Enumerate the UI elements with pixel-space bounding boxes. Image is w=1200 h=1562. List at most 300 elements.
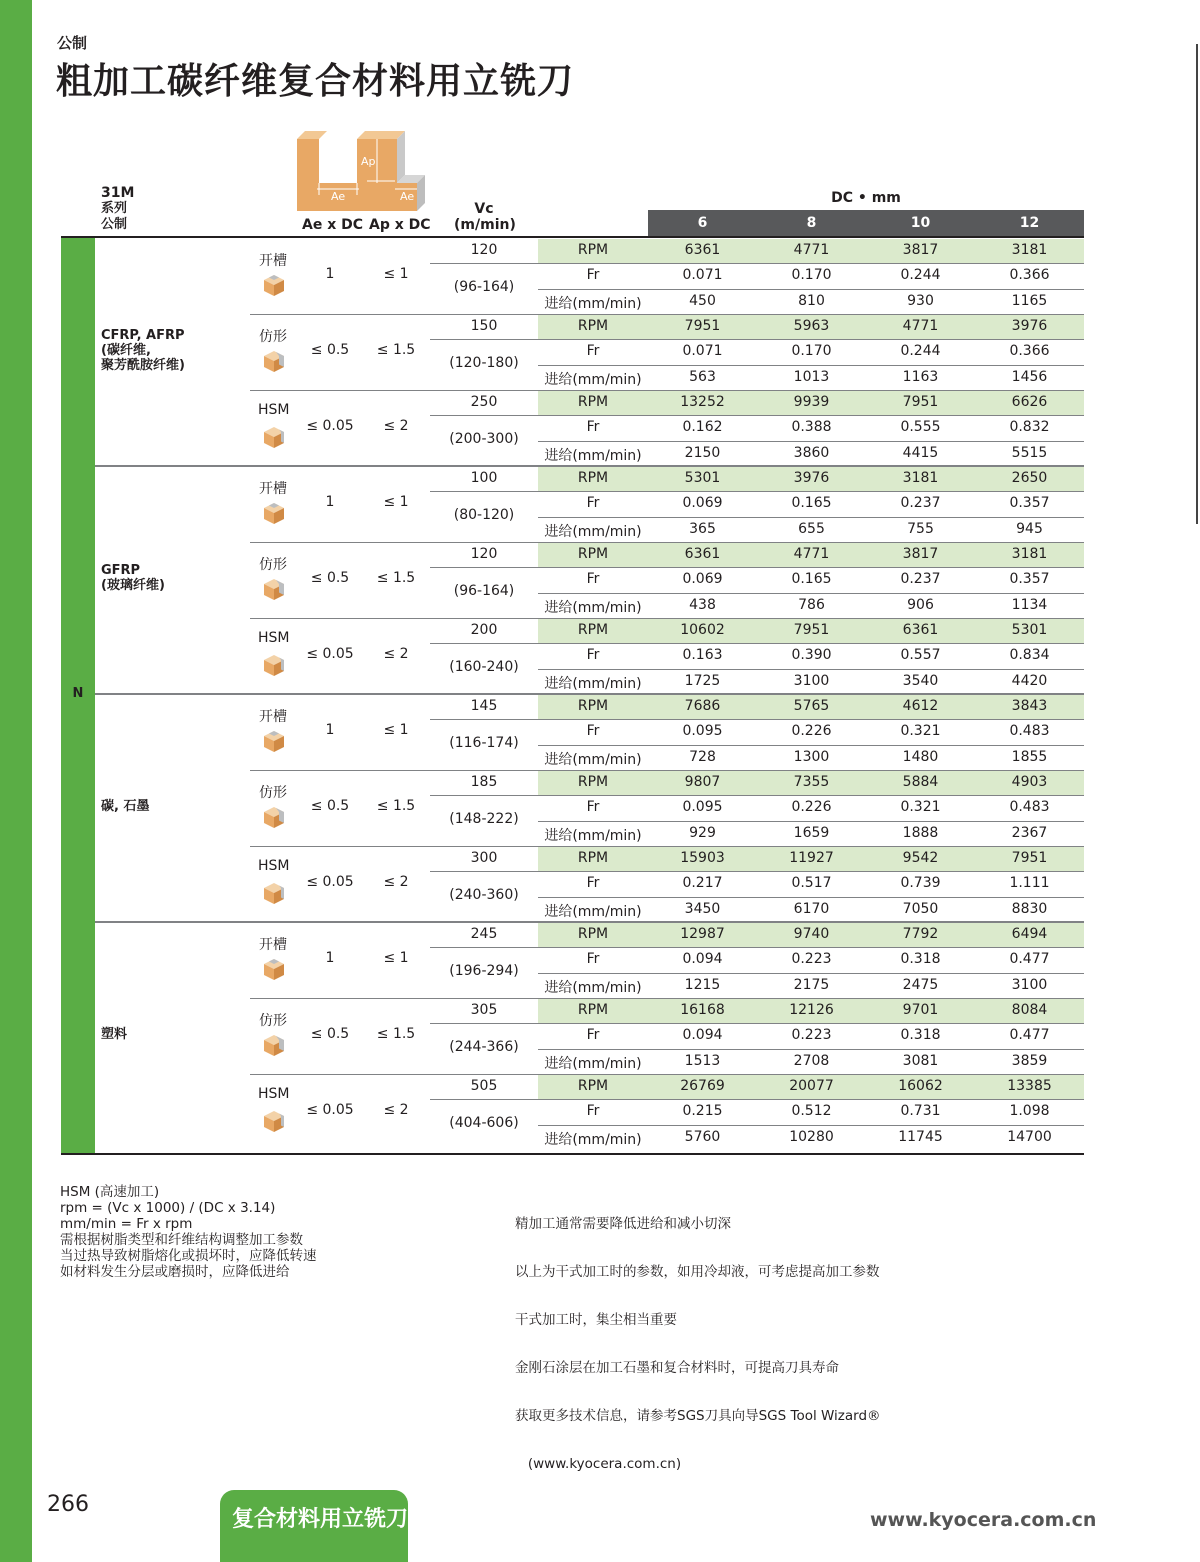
row-divider — [430, 1023, 1084, 1024]
table-cell-rpm: 11927 — [789, 850, 834, 866]
footer-url: www.kyocera.com.cn — [870, 1509, 1097, 1531]
note-line: 需根据树脂类型和纤维结构调整加工参数 — [60, 1232, 303, 1248]
param-label-fr: Fr — [586, 723, 600, 740]
vc-range: (404-606) — [449, 1115, 519, 1131]
diagram-ae-right-label: Ae — [400, 190, 415, 203]
param-label-rpm: RPM — [577, 470, 609, 486]
row-divider — [430, 491, 1084, 492]
row-divider — [430, 719, 1084, 720]
table-cell-feed: 14700 — [1007, 1128, 1052, 1145]
ae-value: ≤ 0.05 — [306, 418, 354, 434]
param-label-rpm: RPM — [577, 850, 609, 866]
page-subtitle: 公制 — [57, 34, 88, 52]
table-cell-feed: 1659 — [793, 824, 830, 841]
table-cell-fr: 0.357 — [1009, 495, 1050, 512]
param-label-rpm: RPM — [577, 622, 609, 638]
operation-label: 仿形 — [259, 1013, 287, 1029]
note-line: HSM (高速加工) — [60, 1184, 160, 1200]
table-cell-feed: 2175 — [793, 976, 830, 993]
table-cell-fr: 0.318 — [900, 1027, 941, 1044]
table-cell-fr: 0.094 — [682, 1027, 723, 1044]
ae-value: ≤ 0.05 — [306, 1102, 354, 1118]
series-code: 31M — [101, 185, 135, 201]
table-cell-rpm: 15903 — [680, 850, 725, 866]
table-cell-feed: 3540 — [902, 672, 939, 689]
table-cell-rpm: 5301 — [684, 470, 721, 486]
table-cell-feed: 7050 — [902, 900, 939, 917]
table-cell-fr: 0.237 — [900, 495, 941, 512]
table-cell-fr: 0.215 — [682, 1103, 723, 1120]
table-cell-fr: 0.517 — [791, 875, 832, 892]
table-cell-rpm: 2650 — [1011, 470, 1048, 486]
param-label-fr: Fr — [586, 799, 600, 816]
table-cell-fr: 0.170 — [791, 267, 832, 284]
ae-value: 1 — [325, 266, 335, 282]
param-label-feed: 进给(mm/min) — [544, 447, 642, 464]
param-label-feed: 进给(mm/min) — [544, 751, 642, 768]
table-cell-feed: 3450 — [684, 900, 721, 917]
table-cell-feed: 365 — [689, 520, 716, 537]
table-cell-fr: 0.483 — [1009, 799, 1050, 816]
table-cell-fr: 0.226 — [791, 799, 832, 816]
table-cell-feed: 728 — [689, 748, 716, 765]
param-label-feed: 进给(mm/min) — [544, 903, 642, 920]
ae-value: 1 — [325, 950, 335, 966]
footer-section-label: 复合材料用立铣刀 — [232, 1507, 409, 1532]
col-header-vc — [454, 201, 514, 233]
material-label-line: (玻璃纤维) — [101, 578, 165, 593]
table-cell-fr: 0.165 — [791, 571, 832, 588]
table-cell-fr: 0.223 — [791, 1027, 832, 1044]
note-line: rpm = (Vc x 1000) / (DC x 3.14) — [60, 1200, 276, 1216]
notes-right — [515, 1184, 881, 1488]
slotting-icon — [261, 272, 287, 302]
header-rule — [61, 236, 1084, 238]
table-cell-fr: 0.832 — [1009, 419, 1050, 436]
table-cell-rpm: 5884 — [902, 774, 939, 790]
table-cell-feed: 10280 — [789, 1128, 834, 1145]
ae-value: 1 — [325, 722, 335, 738]
table-cell-feed: 2475 — [902, 976, 939, 993]
table-cell-feed: 945 — [1016, 520, 1043, 537]
operation-label: 仿形 — [259, 329, 287, 345]
table-cell-feed: 8830 — [1011, 900, 1048, 917]
row-divider — [538, 1125, 1084, 1126]
operation-label: HSM — [258, 858, 290, 874]
table-cell-rpm: 4612 — [902, 698, 939, 714]
material-label — [101, 1027, 127, 1042]
table-cell-rpm: 8084 — [1011, 1002, 1048, 1018]
table-cell-rpm: 3817 — [902, 242, 939, 258]
note-line: 当过热导致树脂熔化或损坏时，应降低转速 — [60, 1248, 317, 1264]
ap-value: ≤ 2 — [383, 646, 409, 662]
row-divider — [430, 947, 1084, 948]
table-cell-feed: 3100 — [1011, 976, 1048, 993]
row-divider — [538, 897, 1084, 898]
table-cell-feed: 1480 — [902, 748, 939, 765]
profiling-icon — [261, 576, 287, 606]
param-label-fr: Fr — [586, 571, 600, 588]
param-label-rpm: RPM — [577, 1002, 609, 1018]
table-cell-feed: 3100 — [793, 672, 830, 689]
table-cell-fr: 0.071 — [682, 267, 723, 284]
operation-label: 仿形 — [259, 557, 287, 573]
param-label-rpm: RPM — [577, 242, 609, 258]
operation-label: 开槽 — [259, 481, 287, 497]
note-line: 如材料发生分层或磨损时，应降低进给 — [60, 1264, 290, 1280]
row-divider — [538, 745, 1084, 746]
table-cell-feed: 2708 — [793, 1052, 830, 1069]
vc-value: 505 — [470, 1078, 498, 1094]
table-cell-feed: 2367 — [1011, 824, 1048, 841]
ae-value: ≤ 0.05 — [306, 646, 354, 662]
table-cell-fr: 0.163 — [682, 647, 723, 664]
profiling-icon — [261, 804, 287, 834]
table-cell-fr: 0.217 — [682, 875, 723, 892]
vc-value: 120 — [470, 242, 498, 258]
table-cell-rpm: 9701 — [902, 1002, 939, 1018]
table-cell-feed: 5760 — [684, 1128, 721, 1145]
note-line: 精加工通常需要降低进给和减小切深 — [515, 1216, 731, 1232]
table-cell-rpm: 3843 — [1011, 698, 1048, 714]
table-cell-feed: 1165 — [1011, 292, 1048, 309]
vc-value: 145 — [470, 698, 498, 714]
note-line: 以上为干式加工时的参数，如用冷却液，可考虑提高加工参数 — [515, 1264, 880, 1280]
hsm-icon — [261, 880, 287, 910]
operation-label: 开槽 — [259, 253, 287, 269]
vc-value: 100 — [470, 470, 498, 486]
param-label-fr: Fr — [586, 1103, 600, 1120]
table-cell-fr: 0.095 — [682, 723, 723, 740]
param-label-feed: 进给(mm/min) — [544, 1055, 642, 1072]
vc-value: 245 — [470, 926, 498, 942]
table-cell-fr: 0.388 — [791, 419, 832, 436]
table-cell-feed: 1725 — [684, 672, 721, 689]
param-label-rpm: RPM — [577, 1078, 609, 1094]
vc-range: (80-120) — [453, 507, 515, 523]
table-cell-rpm: 3976 — [1011, 318, 1048, 334]
row-divider — [538, 973, 1084, 974]
left-green-margin — [0, 0, 32, 1562]
note-line: (www.kyocera.com.cn) — [515, 1456, 682, 1472]
page-number: 266 — [47, 1492, 89, 1517]
vc-range: (160-240) — [449, 659, 519, 675]
table-cell-fr: 0.244 — [900, 267, 941, 284]
profiling-icon — [261, 348, 287, 378]
table-cell-rpm: 7951 — [902, 394, 939, 410]
vc-range: (196-294) — [449, 963, 519, 979]
table-cell-feed: 755 — [907, 520, 934, 537]
ap-value: ≤ 2 — [383, 1102, 409, 1118]
param-label-feed: 进给(mm/min) — [544, 599, 642, 616]
row-divider — [538, 593, 1084, 594]
table-cell-fr: 0.477 — [1009, 951, 1050, 968]
col-header-dc: DC • mm — [831, 190, 901, 206]
table-cell-fr: 0.321 — [900, 723, 941, 740]
table-cell-feed: 3081 — [902, 1052, 939, 1069]
table-cell-rpm: 12987 — [680, 926, 725, 942]
dc-col-6: 6 — [697, 215, 708, 231]
dc-col-10: 10 — [910, 215, 931, 231]
param-label-rpm: RPM — [577, 546, 609, 562]
table-cell-feed: 810 — [798, 292, 825, 309]
table-cell-feed: 906 — [907, 596, 934, 613]
dc-col-12: 12 — [1019, 215, 1040, 231]
table-cell-fr: 0.321 — [900, 799, 941, 816]
row-divider — [538, 365, 1084, 366]
table-cell-fr: 0.739 — [900, 875, 941, 892]
cutting-diagram-icon — [297, 131, 429, 213]
operation-label: 仿形 — [259, 785, 287, 801]
table-cell-rpm: 7951 — [684, 318, 721, 334]
table-cell-feed: 450 — [689, 292, 716, 309]
table-cell-fr: 0.390 — [791, 647, 832, 664]
table-cell-fr: 0.162 — [682, 419, 723, 436]
table-cell-fr: 0.318 — [900, 951, 941, 968]
operation-label: HSM — [258, 630, 290, 646]
param-label-feed: 进给(mm/min) — [544, 1131, 642, 1148]
param-label-fr: Fr — [586, 495, 600, 512]
ap-value: ≤ 1.5 — [376, 570, 416, 586]
diagram-ae-left-label: Ae — [331, 190, 346, 203]
param-label-rpm: RPM — [577, 926, 609, 942]
ap-value: ≤ 1 — [383, 266, 409, 282]
ae-value: ≤ 0.05 — [306, 874, 354, 890]
table-cell-rpm: 12126 — [789, 1002, 834, 1018]
table-cell-feed: 6170 — [793, 900, 830, 917]
table-cell-fr: 0.223 — [791, 951, 832, 968]
ae-value: ≤ 0.5 — [310, 798, 350, 814]
param-label-fr: Fr — [586, 647, 600, 664]
ae-value: ≤ 0.5 — [310, 1026, 350, 1042]
table-cell-rpm: 6361 — [684, 242, 721, 258]
table-cell-fr: 1.111 — [1009, 875, 1050, 892]
table-cell-fr: 0.094 — [682, 951, 723, 968]
row-divider — [430, 1099, 1084, 1100]
table-cell-fr: 0.557 — [900, 647, 941, 664]
table-cell-rpm: 10602 — [680, 622, 725, 638]
col-header-ae-dc: Ae x DC — [302, 217, 364, 233]
right-edge-line — [1196, 44, 1198, 524]
slotting-icon — [261, 500, 287, 530]
param-label-feed: 进给(mm/min) — [544, 979, 642, 996]
series-label — [101, 185, 134, 233]
table-cell-feed: 1215 — [684, 976, 721, 993]
dc-header-bar — [648, 210, 1084, 236]
table-cell-rpm: 13252 — [680, 394, 725, 410]
hsm-icon — [261, 424, 287, 454]
table-cell-rpm: 7355 — [793, 774, 830, 790]
row-divider — [538, 517, 1084, 518]
ap-value: ≤ 1 — [383, 950, 409, 966]
page-title: 粗加工碳纤维复合材料用立铣刀 — [56, 61, 575, 102]
table-cell-feed: 1163 — [902, 368, 939, 385]
table-cell-feed: 786 — [798, 596, 825, 613]
table-cell-rpm: 9542 — [902, 850, 939, 866]
diagram-ap-label: Ap — [361, 155, 376, 168]
param-label-fr: Fr — [586, 951, 600, 968]
table-cell-rpm: 3817 — [902, 546, 939, 562]
table-cell-rpm: 20077 — [789, 1078, 834, 1094]
ap-value: ≤ 1.5 — [376, 798, 416, 814]
row-divider — [538, 289, 1084, 290]
table-cell-fr: 0.226 — [791, 723, 832, 740]
table-cell-rpm: 5765 — [793, 698, 830, 714]
ap-value: ≤ 1.5 — [376, 1026, 416, 1042]
ap-value: ≤ 1 — [383, 722, 409, 738]
material-label — [101, 563, 165, 593]
slotting-icon — [261, 728, 287, 758]
param-label-feed: 进给(mm/min) — [544, 675, 642, 692]
series-line2: 系列 — [101, 201, 128, 216]
vc-value: 300 — [470, 850, 498, 866]
row-divider — [538, 441, 1084, 442]
table-cell-fr: 0.170 — [791, 343, 832, 360]
table-cell-fr: 0.483 — [1009, 723, 1050, 740]
table-cell-fr: 0.477 — [1009, 1027, 1050, 1044]
ap-value: ≤ 1 — [383, 494, 409, 510]
param-label-fr: Fr — [586, 419, 600, 436]
vc-value: 250 — [470, 394, 498, 410]
table-cell-feed: 1134 — [1011, 596, 1048, 613]
table-cell-rpm: 7951 — [793, 622, 830, 638]
table-cell-feed: 11745 — [898, 1128, 943, 1145]
material-label-line: GFRP — [101, 563, 141, 578]
table-cell-rpm: 26769 — [680, 1078, 725, 1094]
hsm-icon — [261, 1108, 287, 1138]
table-cell-fr: 0.731 — [900, 1103, 941, 1120]
table-cell-rpm: 16062 — [898, 1078, 943, 1094]
table-cell-fr: 0.165 — [791, 495, 832, 512]
vc-range: (240-360) — [449, 887, 519, 903]
vc-header-line1: Vc — [474, 201, 494, 217]
param-label-fr: Fr — [586, 1027, 600, 1044]
ae-value: ≤ 0.5 — [310, 342, 350, 358]
table-cell-rpm: 7951 — [1011, 850, 1048, 866]
table-cell-feed: 4420 — [1011, 672, 1048, 689]
param-label-feed: 进给(mm/min) — [544, 523, 642, 540]
vc-range: (116-174) — [449, 735, 519, 751]
table-cell-fr: 1.098 — [1009, 1103, 1050, 1120]
table-cell-rpm: 7792 — [902, 926, 939, 942]
table-cell-fr: 0.366 — [1009, 267, 1050, 284]
operation-label: 开槽 — [259, 937, 287, 953]
table-cell-rpm: 6494 — [1011, 926, 1048, 942]
param-label-fr: Fr — [586, 343, 600, 360]
note-line: 获取更多技术信息，请参考SGS刀具向导SGS Tool Wizard® — [515, 1408, 881, 1424]
operation-label: HSM — [258, 402, 290, 418]
table-cell-rpm: 3181 — [1011, 242, 1048, 258]
hsm-icon — [261, 652, 287, 682]
table-cell-fr: 0.244 — [900, 343, 941, 360]
operation-label: HSM — [258, 1086, 290, 1102]
iso-group-label: N — [72, 686, 84, 701]
col-header-ap-dc: Ap x DC — [369, 217, 431, 233]
table-cell-fr: 0.366 — [1009, 343, 1050, 360]
note-line: 干式加工时，集尘相当重要 — [515, 1312, 677, 1328]
table-cell-feed: 4415 — [902, 444, 939, 461]
ap-value: ≤ 1.5 — [376, 342, 416, 358]
table-cell-rpm: 9740 — [793, 926, 830, 942]
table-cell-fr: 0.237 — [900, 571, 941, 588]
vc-value: 200 — [470, 622, 498, 638]
table-cell-feed: 438 — [689, 596, 716, 613]
slotting-icon — [261, 956, 287, 986]
param-label-feed: 进给(mm/min) — [544, 827, 642, 844]
table-cell-feed: 1513 — [684, 1052, 721, 1069]
operation-label: 开槽 — [259, 709, 287, 725]
row-divider — [430, 795, 1084, 796]
vc-value: 185 — [470, 774, 498, 790]
note-line: 金刚石涂层在加工石墨和复合材料时，可提高刀具寿命 — [515, 1360, 839, 1376]
table-cell-fr: 0.071 — [682, 343, 723, 360]
table-cell-rpm: 7686 — [684, 698, 721, 714]
vc-range: (96-164) — [453, 279, 515, 295]
table-cell-rpm: 6361 — [684, 546, 721, 562]
table-cell-feed: 1013 — [793, 368, 830, 385]
vc-value: 120 — [470, 546, 498, 562]
table-cell-fr: 0.555 — [900, 419, 941, 436]
material-label-line: 聚芳酰胺纤维) — [101, 357, 185, 373]
table-cell-rpm: 4771 — [793, 546, 830, 562]
note-line: mm/min = Fr x rpm — [60, 1216, 193, 1232]
table-cell-rpm: 4771 — [902, 318, 939, 334]
material-label — [101, 799, 149, 814]
param-label-fr: Fr — [586, 875, 600, 892]
vc-value: 150 — [470, 318, 498, 334]
vc-range: (244-366) — [449, 1039, 519, 1055]
profiling-icon — [261, 1032, 287, 1062]
table-cell-rpm: 4903 — [1011, 774, 1048, 790]
table-cell-feed: 2150 — [684, 444, 721, 461]
dc-col-8: 8 — [806, 215, 817, 231]
table-cell-rpm: 5963 — [793, 318, 830, 334]
table-cell-rpm: 3976 — [793, 470, 830, 486]
table-cell-feed: 1300 — [793, 748, 830, 765]
table-cell-feed: 3859 — [1011, 1052, 1048, 1069]
series-line3: 公制 — [101, 217, 128, 232]
row-divider — [538, 821, 1084, 822]
ae-value: 1 — [325, 494, 335, 510]
table-cell-fr: 0.834 — [1009, 647, 1050, 664]
table-cell-rpm: 6626 — [1011, 394, 1048, 410]
table-cell-rpm: 3181 — [902, 470, 939, 486]
param-label-rpm: RPM — [577, 698, 609, 714]
material-label-line: 塑料 — [101, 1026, 128, 1042]
table-cell-fr: 0.069 — [682, 571, 723, 588]
table-cell-feed: 930 — [907, 292, 934, 309]
table-cell-feed: 3860 — [793, 444, 830, 461]
param-label-feed: 进给(mm/min) — [544, 371, 642, 388]
vc-header-line2: (m/min) — [454, 217, 516, 233]
ae-value: ≤ 0.5 — [310, 570, 350, 586]
ap-value: ≤ 2 — [383, 418, 409, 434]
vc-range: (96-164) — [453, 583, 515, 599]
row-divider — [430, 567, 1084, 568]
table-cell-feed: 5515 — [1011, 444, 1048, 461]
row-divider — [430, 871, 1084, 872]
table-cell-rpm: 9807 — [684, 774, 721, 790]
table-cell-feed: 1456 — [1011, 368, 1048, 385]
table-cell-rpm: 9939 — [793, 394, 830, 410]
vc-range: (200-300) — [449, 431, 519, 447]
table-cell-rpm: 3181 — [1011, 546, 1048, 562]
table-cell-rpm: 6361 — [902, 622, 939, 638]
param-label-rpm: RPM — [577, 394, 609, 410]
table-cell-fr: 0.095 — [682, 799, 723, 816]
table-cell-feed: 1855 — [1011, 748, 1048, 765]
param-label-fr: Fr — [586, 267, 600, 284]
